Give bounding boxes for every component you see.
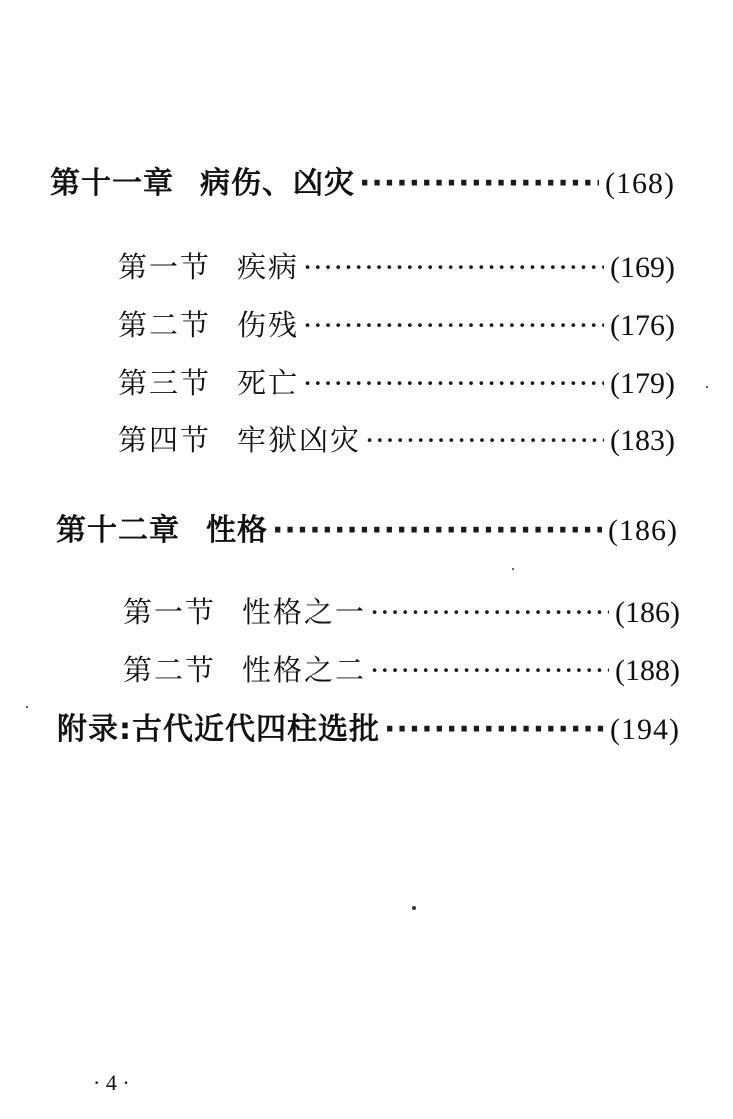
- section-label: [118, 245, 299, 286]
- section-title: 性格之一: [242, 595, 367, 629]
- chapter-12-label: [56, 505, 268, 549]
- section-number: 第一节: [123, 595, 217, 629]
- section-page: (183): [610, 424, 675, 457]
- section-page: (188): [615, 654, 680, 687]
- dot-leader: [365, 423, 604, 457]
- section-title: 死亡: [237, 366, 300, 400]
- page-number: · 4 ·: [93, 1070, 130, 1095]
- section-number: 第二节: [123, 653, 217, 687]
- toc-chapter-11[interactable]: [50, 158, 675, 202]
- section-label: [118, 361, 299, 402]
- section-title: 疾病: [237, 250, 300, 284]
- section-title: 牢狱凶灾: [237, 423, 362, 457]
- chapter-12-page: (186): [608, 514, 678, 547]
- section-page: (176): [610, 309, 675, 342]
- appendix-title: 附录:古代近代四柱选批: [57, 712, 380, 747]
- scan-speck: [512, 568, 514, 570]
- scan-speck: [706, 386, 708, 388]
- section-page: (186): [615, 596, 680, 629]
- section-number: 第一节: [118, 250, 212, 284]
- section-label: [123, 590, 366, 631]
- chapter-11-number: 第十一章: [50, 166, 174, 201]
- chapter-12-title: 性格: [206, 513, 268, 548]
- section-label: [118, 303, 299, 344]
- scan-speck: [412, 906, 416, 910]
- dot-leader: [384, 712, 604, 747]
- section-page: (169): [610, 251, 675, 284]
- section-label: [123, 648, 366, 689]
- toc-section-11-2[interactable]: [118, 303, 675, 344]
- dot-leader: [303, 250, 604, 284]
- toc-section-12-2[interactable]: [123, 648, 680, 689]
- chapter-11-label: [50, 158, 355, 202]
- toc-section-11-1[interactable]: [118, 245, 675, 286]
- dot-leader: [303, 366, 604, 400]
- dot-leader: [272, 513, 602, 548]
- dot-leader: [370, 653, 609, 687]
- section-number: 第二节: [118, 308, 212, 342]
- dot-leader: [370, 595, 609, 629]
- toc-section-11-4[interactable]: [118, 418, 675, 459]
- toc-section-11-3[interactable]: [118, 361, 675, 402]
- toc-section-12-1[interactable]: [123, 590, 680, 631]
- section-number: 第四节: [118, 423, 212, 457]
- dot-leader: [359, 166, 599, 201]
- section-page: (179): [610, 367, 675, 400]
- section-title: 伤残: [237, 308, 300, 342]
- dot-leader: [303, 308, 604, 342]
- appendix-page: (194): [610, 713, 680, 746]
- toc-appendix[interactable]: [57, 704, 680, 748]
- section-title: 性格之二: [242, 653, 367, 687]
- section-number: 第三节: [118, 366, 212, 400]
- chapter-11-page: (168): [605, 167, 675, 200]
- section-label: [118, 418, 361, 459]
- scan-speck: [26, 706, 28, 708]
- toc-chapter-12[interactable]: [56, 505, 678, 549]
- chapter-12-number: 第十二章: [56, 513, 180, 548]
- chapter-11-title: 病伤、凶灾: [200, 166, 355, 201]
